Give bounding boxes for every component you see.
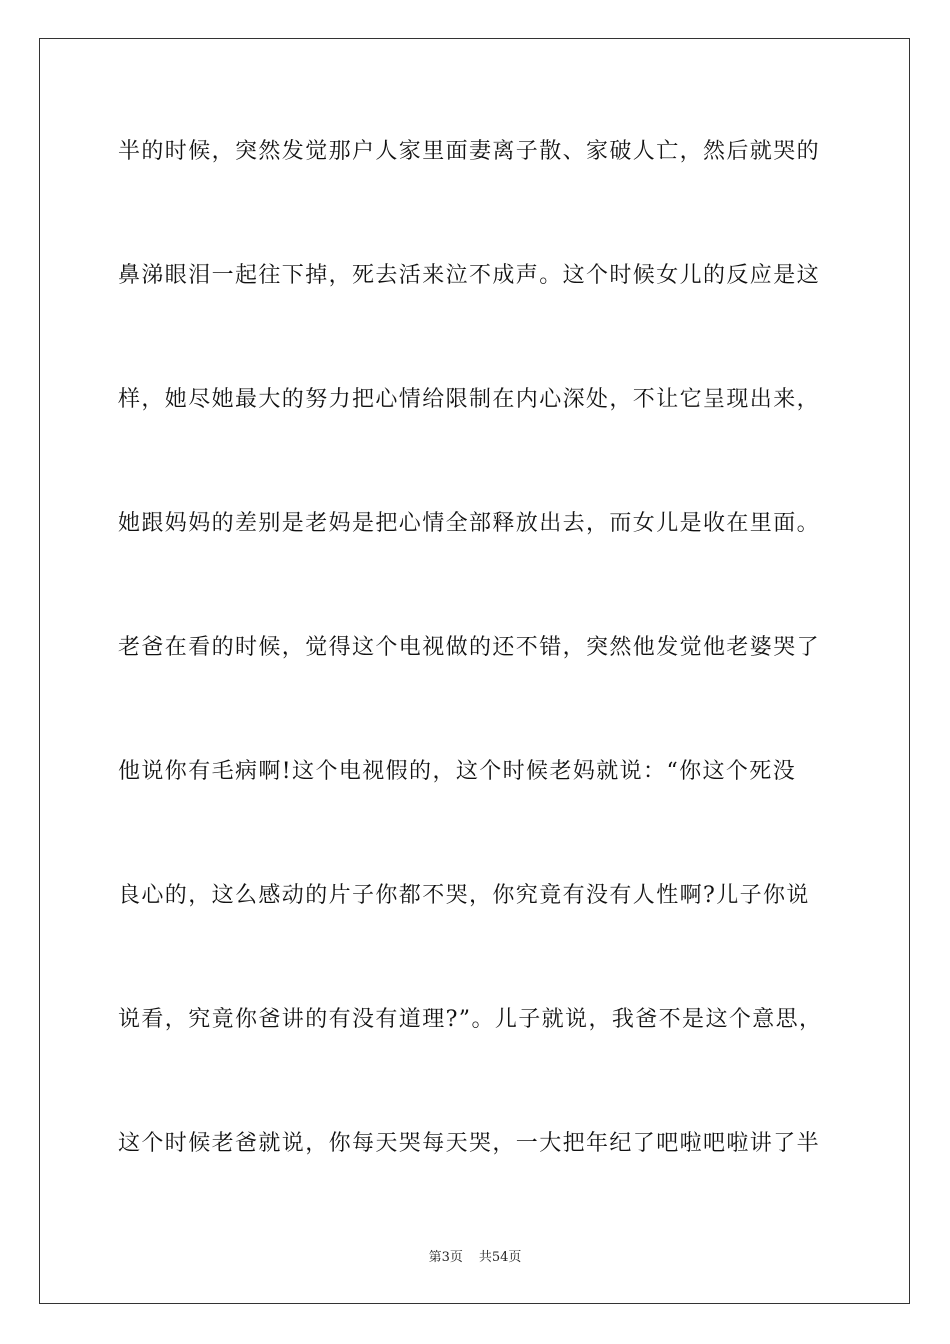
page-footer xyxy=(0,1246,950,1265)
text-line: 说看，究竟你爸讲的有没有道理?”。儿子就说，我爸不是这个意思， xyxy=(118,1007,823,1032)
page-border xyxy=(39,38,910,1304)
text-line: 半的时候，突然发觉那户人家里面妻离子散、家破人亡，然后就哭的 xyxy=(118,139,821,164)
text-line: 这个时候老爸就说，你每天哭每天哭，一大把年纪了吧啦吧啦讲了半 xyxy=(118,1131,821,1156)
text-line: 样，她尽她最大的努力把心情给限制在内心深处，不让它呈现出来， xyxy=(118,387,821,412)
text-line: 她跟妈妈的差别是老妈是把心情全部释放出去，而女儿是收在里面。 xyxy=(118,511,821,536)
text-line: 鼻涕眼泪一起往下掉，死去活来泣不成声。这个时候女儿的反应是这 xyxy=(118,263,821,288)
text-line: 他说你有毛病啊!这个电视假的，这个时候老妈就说：“你这个死没 xyxy=(118,759,797,784)
text-line: 老爸在看的时候，觉得这个电视做的还不错，突然他发觉他老婆哭了 xyxy=(118,635,821,660)
page-total: 共54页 xyxy=(478,1250,522,1265)
text-line: 良心的，这么感动的片子你都不哭，你究竟有没有人性啊?儿子你说 xyxy=(118,883,810,908)
page-number: 第3页 xyxy=(428,1250,463,1265)
